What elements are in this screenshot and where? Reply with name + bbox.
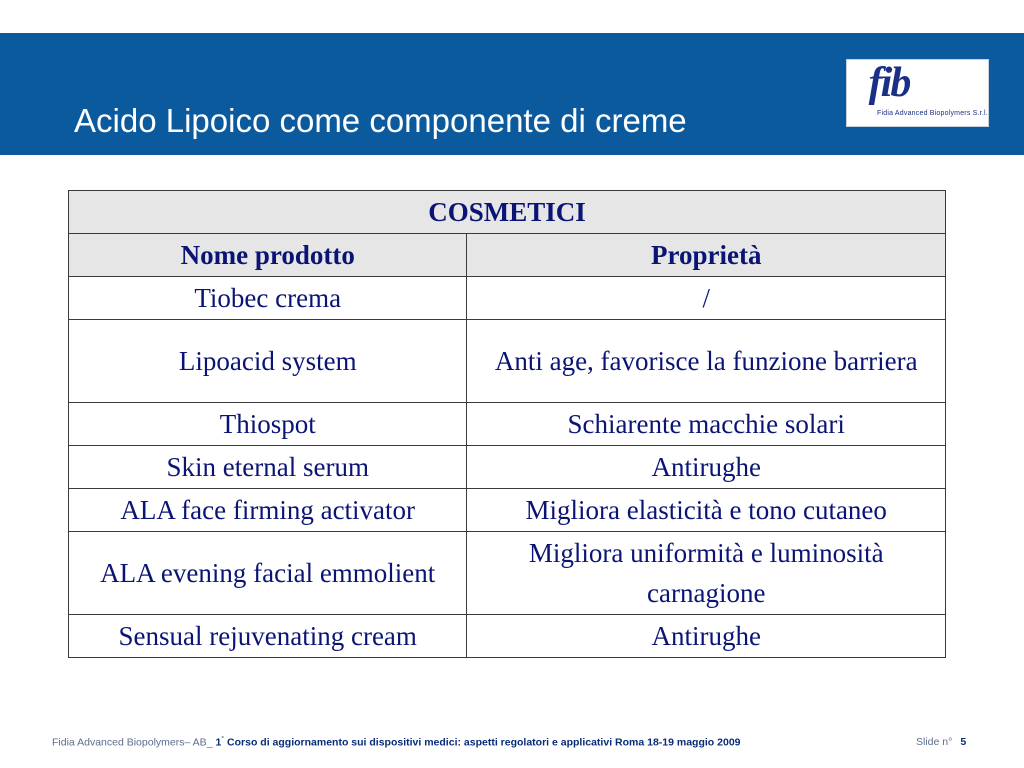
table-row <box>69 446 946 489</box>
slide-number-label: Slide n° <box>916 736 953 748</box>
product-name: Sensual rejuvenating cream <box>69 615 467 658</box>
product-property: Migliora uniformità e luminosità carnagione <box>467 532 946 615</box>
footer-ordinal: 1 <box>215 736 222 749</box>
slide-number <box>916 736 966 748</box>
product-property: Migliora elasticità e tono cutaneo <box>467 489 946 532</box>
table-row <box>69 615 946 658</box>
product-name: Lipoacid system <box>69 320 467 403</box>
slide-number-value: 5 <box>960 736 967 748</box>
table-row <box>69 489 946 532</box>
table-caption: COSMETICI <box>69 191 946 234</box>
product-name: Thiospot <box>69 403 467 446</box>
footer-text <box>52 736 741 749</box>
product-name: ALA evening facial emmolient <box>69 532 467 615</box>
slide-title: Acido Lipoico come componente di creme <box>74 102 687 139</box>
logo-text: Fidia Advanced Biopolymers S.r.l. <box>877 110 988 117</box>
company-logo <box>846 59 989 127</box>
product-property: Antirughe <box>467 615 946 658</box>
product-property: Antirughe <box>467 446 946 489</box>
product-property: Anti age, favorisce la funzione barriera <box>467 320 946 403</box>
footer-degree: ° <box>221 736 225 743</box>
product-name: Skin eternal serum <box>69 446 467 489</box>
cosmetics-table <box>68 190 946 658</box>
logo-mark: fib <box>868 60 910 106</box>
footer-org: Fidia Advanced Biopolymers <box>52 736 185 749</box>
footer-course: Corso di aggiornamento sui dispositivi medici: aspetti regolatori e applicativi Roma 18-19 maggio 2009 <box>227 736 741 749</box>
product-name: Tiobec crema <box>69 277 467 320</box>
table-row <box>69 320 946 403</box>
column-header-property: Proprietà <box>467 234 946 277</box>
product-property: / <box>467 277 946 320</box>
table-row <box>69 277 946 320</box>
column-header-name: Nome prodotto <box>69 234 467 277</box>
product-property: Schiarente macchie solari <box>467 403 946 446</box>
product-name: ALA face firming activator <box>69 489 467 532</box>
table-row <box>69 403 946 446</box>
table-row <box>69 532 946 615</box>
footer-dept: – AB_ <box>184 736 213 749</box>
